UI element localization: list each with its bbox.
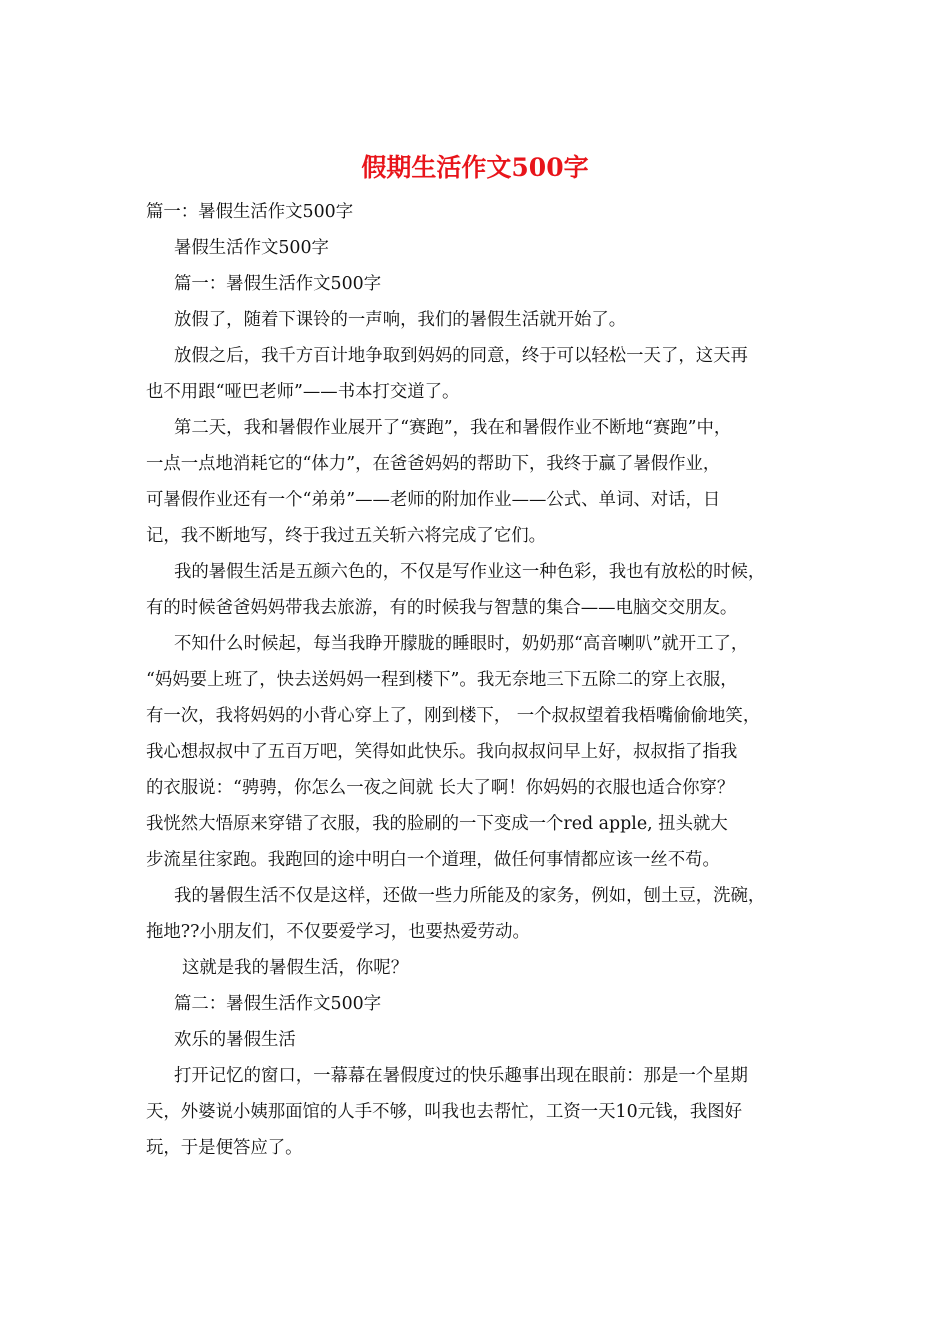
paragraph-line: “妈妈要上班了，快去送妈妈一程到楼下”。我无奈地三下五除二的穿上衣服， xyxy=(146,670,738,690)
paragraph-line: 我恍然大悟原来穿错了衣服，我的脸刷的一下变成一个red apple, 扭头就大 xyxy=(146,814,728,834)
paragraph-line: 的衣服说：“骋骋，你怎么一夜之间就 长大了啊！你妈妈的衣服也适合你穿？ xyxy=(146,778,735,798)
document-title: 假期生活作文500字 xyxy=(361,153,589,182)
paragraph-line: 有一次，我将妈妈的小背心穿上了，刚到楼下， 一个叔叔望着我梧嘴偷偷地笑， xyxy=(146,706,761,726)
paragraph-line: 玩，于是便答应了。 xyxy=(146,1138,303,1158)
paragraph-line: 记，我不断地写，终于我过五关斩六将完成了它们。 xyxy=(146,526,546,546)
paragraph-line: 我心想叔叔中了五百万吧，笑得如此快乐。我向叔叔问早上好，叔叔指了指我 xyxy=(146,742,738,762)
document-body xyxy=(146,194,816,1166)
paragraph-line: 也不用跟“哑巴老师”——书本打交道了。 xyxy=(146,382,460,402)
paragraph-line: 我的暑假生活不仅是这样，还做一些力所能及的家务，例如，刨土豆，洗碗， xyxy=(174,886,766,906)
paragraph-line: 可暑假作业还有一个“弟弟”——老师的附加作业——公式、单词、对话，日 xyxy=(146,490,721,510)
paragraph-line: 拖地??小朋友们，不仅要爱学习，也要热爱劳动。 xyxy=(146,922,530,942)
paragraph-line: 欢乐的暑假生活 xyxy=(174,1030,296,1050)
paragraph-line: 放假了，随着下课铃的一声响，我们的暑假生活就开始了。 xyxy=(174,310,627,330)
paragraph-line: 有的时候爸爸妈妈带我去旅游，有的时候我与智慧的集合——电脑交交朋友。 xyxy=(146,598,738,618)
paragraph-line: 篇一：暑假生活作文500字 xyxy=(146,202,354,222)
paragraph-line: 步流星往家跑。我跑回的途中明白一个道理，做任何事情都应该一丝不苟。 xyxy=(146,850,720,870)
paragraph-line: 一点一点地消耗它的“体力”，在爸爸妈妈的帮助下，我终于赢了暑假作业， xyxy=(146,454,721,474)
paragraph-line: 这就是我的暑假生活，你呢？ xyxy=(182,958,409,978)
paragraph-line: 不知什么时候起，每当我睁开朦胧的睡眼时，奶奶那“高音喇叭”就开工了， xyxy=(174,634,749,654)
paragraph-line: 打开记忆的窗口，一幕幕在暑假度过的快乐趣事出现在眼前：那是一个星期 xyxy=(174,1066,748,1086)
paragraph-line: 天，外婆说小姨那面馆的人手不够，叫我也去帮忙，工资一天10元钱，我图好 xyxy=(146,1102,743,1122)
paragraph-line: 篇二：暑假生活作文500字 xyxy=(174,994,382,1014)
paragraph-line: 暑假生活作文500字 xyxy=(174,238,329,258)
paragraph-line: 放假之后，我千方百计地争取到妈妈的同意，终于可以轻松一天了，这天再 xyxy=(174,346,748,366)
paragraph-line: 篇一：暑假生活作文500字 xyxy=(174,274,382,294)
paragraph-line: 第二天，我和暑假作业展开了“赛跑”，我在和暑假作业不断地“赛跑”中， xyxy=(174,418,732,438)
paragraph-line: 我的暑假生活是五颜六色的，不仅是写作业这一种色彩，我也有放松的时候， xyxy=(174,562,766,582)
